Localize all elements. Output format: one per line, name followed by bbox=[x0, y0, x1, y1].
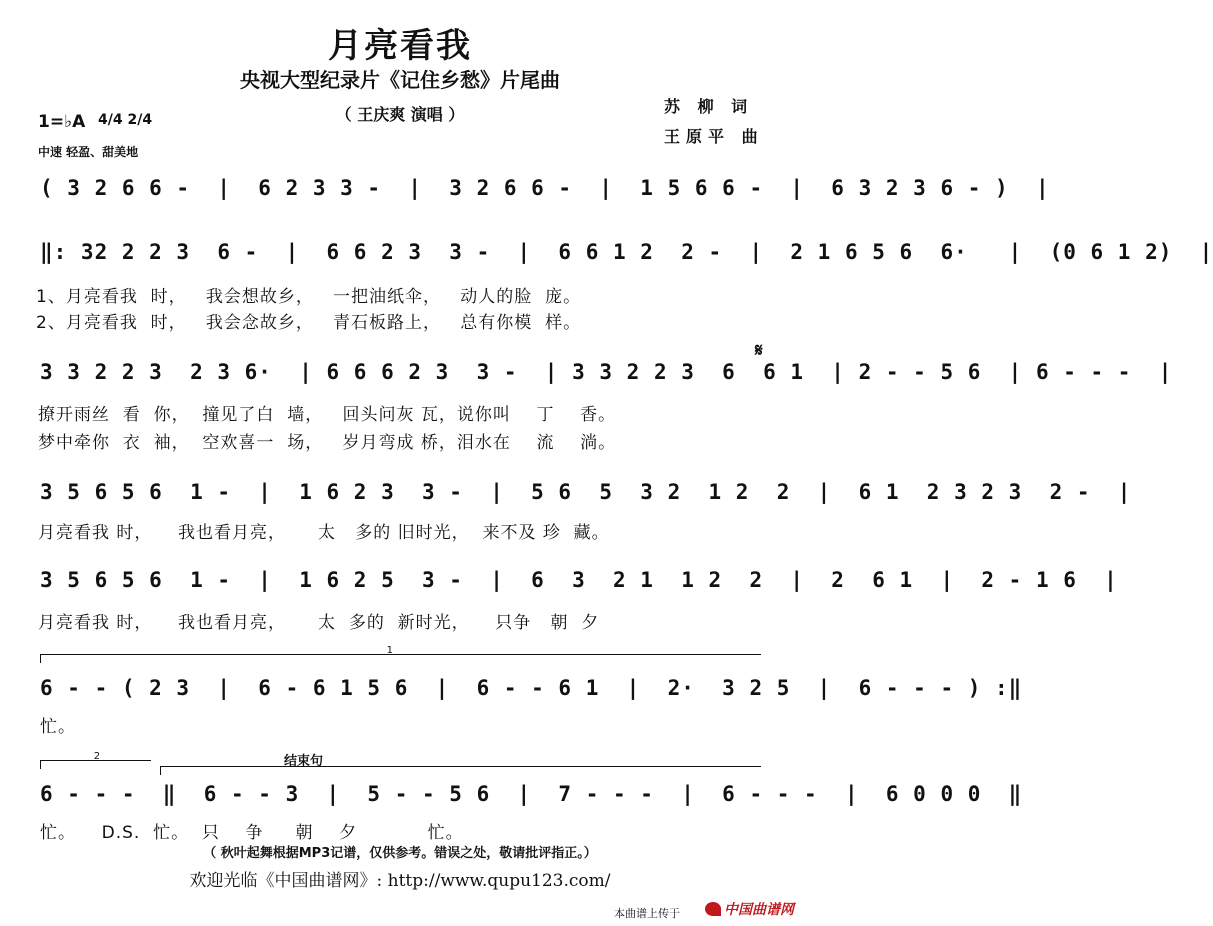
song-subtitle: 央视大型纪录片《记住乡愁》片尾曲 bbox=[240, 68, 560, 92]
lyric-line-2-verse-2: 梦中牵你 衣 袖， 空欢喜一 场， 岁月弯成 桥，泪水在 流 淌。 bbox=[38, 433, 617, 453]
music-line-5: 6 - - ( 2 3 | 6 - 6 1 5 6 | 6 - - 6 1 | 2· 3 2 5 | 6 - - - ) :‖ bbox=[40, 676, 1023, 700]
music-line-2: 3 3 2 2 3 2 3 6· | 6 6 6 2 3 3 - | 3 3 2 2 3 6 6 1 | 2 - - 5 6 | 6 - - - | bbox=[40, 360, 1173, 384]
volta-bracket-1 bbox=[40, 645, 761, 663]
lyric-line-1-verse-1: 1、月亮看我 时， 我会想故乡， 一把油纸伞， 动人的脸 庞。 bbox=[36, 287, 582, 307]
lyric-line-1-verse-2: 2、月亮看我 时， 我会念故乡， 青石板路上， 总有你模 样。 bbox=[36, 313, 582, 333]
volta-bracket-2 bbox=[40, 751, 151, 769]
logo-icon bbox=[705, 902, 721, 916]
website-footer: 欢迎光临《中国曲谱网》: http://www.qupu123.com/ bbox=[189, 871, 611, 891]
volta-1-label: 1 bbox=[386, 645, 393, 656]
lyric-line-3: 月亮看我 时， 我也看月亮， 太 多的 旧时光， 来不及 珍 藏。 bbox=[38, 523, 610, 543]
music-line-1: ‖: 32 2 2 3 6 - | 6 6 2 3 3 - | 6 6 1 2 2 - | 2 1 6 5 6 6· | (0 6 1 2) | bbox=[40, 240, 1213, 264]
transcription-note: （ 秋叶起舞根据MP3记谱，仅供参考。错误之处，敬请批评指正。） bbox=[203, 846, 597, 861]
music-line-6: 6 - - - ‖ 6 - - 3 | 5 - - 5 6 | 7 - - - | 6 - - - | 6 0 0 0 ‖ bbox=[40, 782, 1023, 806]
key-signature: 1=♭A bbox=[38, 112, 86, 132]
lyric-line-4: 月亮看我 时， 我也看月亮， 太 多的 新时光， 只争 朝 夕 bbox=[38, 613, 600, 633]
song-title: 月亮看我 bbox=[328, 26, 472, 66]
lyricist-credit: 苏 柳 词 bbox=[664, 97, 754, 116]
music-line-3: 3 5 6 5 6 1 - | 1 6 2 3 3 - | 5 6 5 3 2 1 2 2 | 6 1 2 3 2 3 2 - | bbox=[40, 480, 1132, 504]
tempo-marking: 中速 轻盈、甜美地 bbox=[38, 145, 139, 159]
lyric-line-5: 忙。 bbox=[40, 717, 76, 737]
composer-credit: 王原平 曲 bbox=[664, 127, 764, 146]
upload-label: 本曲谱上传于 bbox=[614, 907, 680, 920]
intro-music-line: ( 3 2 6 6 - | 6 2 3 3 - | 3 2 6 6 - | 1 5 6 6 - | 6 3 2 3 6 - ) | bbox=[40, 176, 1050, 200]
ending-bracket bbox=[160, 766, 761, 775]
segno-sign: 𝄋 bbox=[755, 340, 763, 361]
logo-text: 中国曲谱网 bbox=[724, 902, 794, 918]
ending-label: 结束句 bbox=[284, 754, 324, 769]
lyric-line-2-verse-1: 撩开雨丝 看 你， 撞见了白 墙， 回头问灰 瓦，说你叫 丁 香。 bbox=[38, 405, 617, 425]
singer-credit: （ 王庆爽 演唱 ） bbox=[335, 105, 465, 124]
music-line-4: 3 5 6 5 6 1 - | 1 6 2 5 3 - | 6 3 2 1 1 2 2 | 2 6 1 | 2 - 1 6 | bbox=[40, 568, 1118, 592]
time-signature: 4/4 2/4 bbox=[98, 112, 153, 128]
site-logo bbox=[705, 899, 794, 919]
lyric-line-6: 忙。 D.S. 忙。 只 争 朝 夕 忙。 bbox=[40, 823, 464, 843]
volta-2-label: 2 bbox=[93, 751, 101, 762]
